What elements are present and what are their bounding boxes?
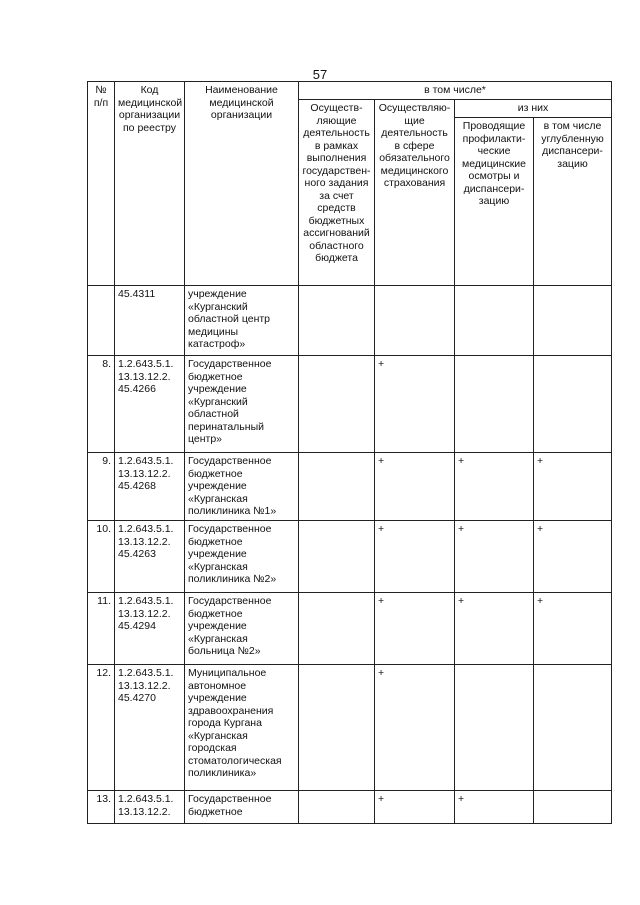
- header-including: в том числе*: [299, 82, 612, 100]
- cell-oms: [375, 286, 455, 356]
- table-row: [88, 356, 612, 453]
- table-body: [88, 286, 612, 824]
- header-budget: Осуществ-ляющие деятельность в рамках выполнения государствен-ного задания за счет средств бюджетных ассигнований областного бюджета: [299, 100, 375, 286]
- cell-code: 1.2.643.5.1. 13.13.12.2. 45.4263: [115, 521, 185, 593]
- cell-num: [88, 286, 115, 356]
- header-name: Наименование медицинской организации: [185, 82, 299, 286]
- cell-budget: [299, 665, 375, 791]
- cell-oms: +: [375, 521, 455, 593]
- header-num: № п/п: [88, 82, 115, 286]
- cell-budget: [299, 286, 375, 356]
- cell-name: учреждение «Курганский областной центр медицины катастроф»: [185, 286, 299, 356]
- cell-oms: +: [375, 791, 455, 824]
- cell-budget: [299, 521, 375, 593]
- cell-budget: [299, 593, 375, 665]
- cell-num: 8.: [88, 356, 115, 453]
- cell-code: 1.2.643.5.1. 13.13.12.2. 45.4268: [115, 453, 185, 521]
- cell-code: 1.2.643.5.1. 13.13.12.2. 45.4266: [115, 356, 185, 453]
- cell-name: Государственное бюджетное учреждение «Курганская больница №2»: [185, 593, 299, 665]
- cell-deep: [534, 356, 612, 453]
- table-row: [88, 521, 612, 593]
- cell-num: 11.: [88, 593, 115, 665]
- header-of-them: из них: [455, 100, 612, 118]
- cell-deep: +: [534, 521, 612, 593]
- cell-num: 10.: [88, 521, 115, 593]
- cell-budget: [299, 453, 375, 521]
- cell-oms: +: [375, 665, 455, 791]
- cell-name: Государственное бюджетное учреждение «Курганская поликлиника №2»: [185, 521, 299, 593]
- cell-name: Государственное бюджетное: [185, 791, 299, 824]
- cell-code: 1.2.643.5.1. 13.13.12.2. 45.4270: [115, 665, 185, 791]
- cell-oms: +: [375, 356, 455, 453]
- header-oms: Осуществляю-щие деятельность в сфере обязательного медицинского страхования: [375, 100, 455, 286]
- cell-prof: [455, 665, 534, 791]
- cell-num: 13.: [88, 791, 115, 824]
- cell-prof: +: [455, 593, 534, 665]
- cell-prof: [455, 356, 534, 453]
- table-row: [88, 453, 612, 521]
- header-deep: в том числе углубленную диспансери-зацию: [534, 118, 612, 286]
- table-row: [88, 665, 612, 791]
- table-row: [88, 593, 612, 665]
- organizations-table: [87, 81, 612, 824]
- cell-deep: +: [534, 453, 612, 521]
- cell-name: Государственное бюджетное учреждение «Курганская поликлиника №1»: [185, 453, 299, 521]
- cell-num: 12.: [88, 665, 115, 791]
- cell-prof: +: [455, 453, 534, 521]
- header-prof: Проводящие профилакти-ческие медицинские осмотры и диспансери-зацию: [455, 118, 534, 286]
- cell-deep: [534, 791, 612, 824]
- cell-budget: [299, 791, 375, 824]
- cell-name: Государственное бюджетное учреждение «Курганский областной перинатальный центр»: [185, 356, 299, 453]
- cell-code: 1.2.643.5.1. 13.13.12.2. 45.4294: [115, 593, 185, 665]
- cell-budget: [299, 356, 375, 453]
- cell-deep: +: [534, 593, 612, 665]
- cell-prof: +: [455, 791, 534, 824]
- cell-deep: [534, 665, 612, 791]
- table-row: [88, 286, 612, 356]
- cell-name: Муниципальное автономное учреждение здравоохранения города Кургана «Курганская городская стоматологическая поликлиника»: [185, 665, 299, 791]
- cell-code: 1.2.643.5.1. 13.13.12.2.: [115, 791, 185, 824]
- cell-oms: +: [375, 593, 455, 665]
- table-row: [88, 791, 612, 824]
- header-code: Код медицинской организации по реестру: [115, 82, 185, 286]
- cell-num: 9.: [88, 453, 115, 521]
- cell-prof: [455, 286, 534, 356]
- cell-deep: [534, 286, 612, 356]
- cell-code: 45.4311: [115, 286, 185, 356]
- cell-oms: +: [375, 453, 455, 521]
- page-number: 57: [312, 67, 328, 82]
- cell-prof: +: [455, 521, 534, 593]
